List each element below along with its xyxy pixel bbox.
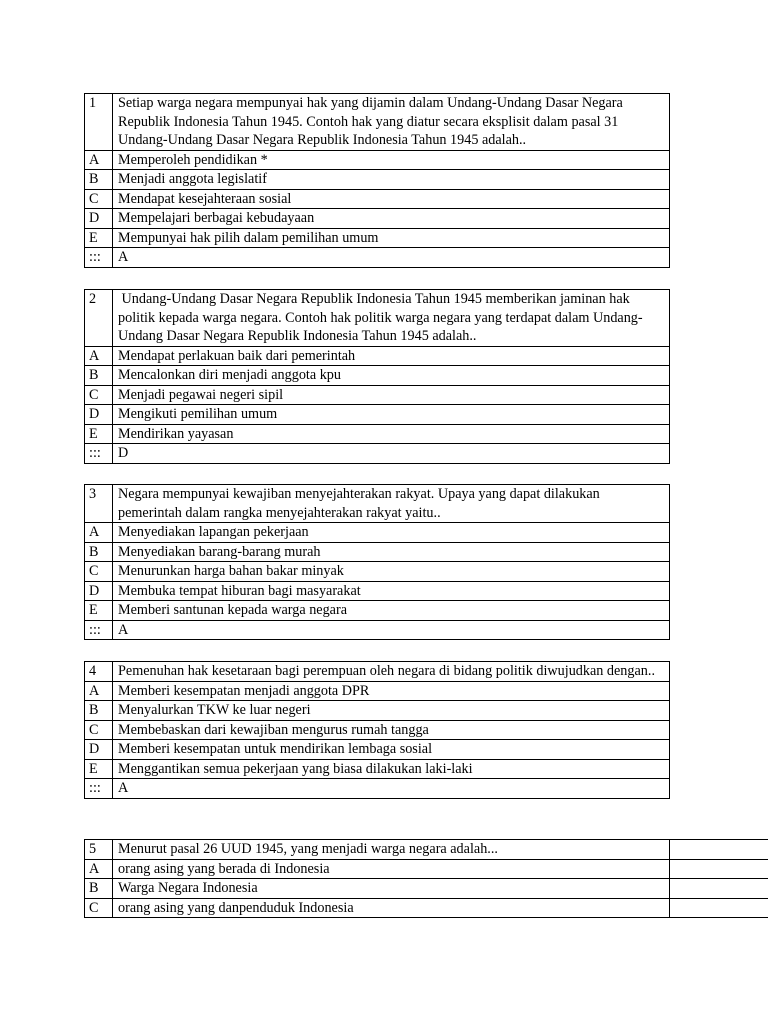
- question-number: 5: [85, 840, 113, 860]
- option-row: [85, 542, 670, 562]
- empty-cell: [670, 879, 768, 899]
- option-text: Memberi santunan kepada warga negara: [113, 601, 670, 621]
- empty-cell: [670, 898, 768, 918]
- option-key: B: [85, 170, 113, 190]
- option-row: [85, 601, 670, 621]
- option-row: [85, 740, 670, 760]
- option-row: [85, 759, 670, 779]
- option-key: D: [85, 740, 113, 760]
- answer-value: A: [113, 779, 670, 799]
- option-text: Warga Negara Indonesia: [113, 879, 670, 899]
- option-text: Memberi kesempatan untuk mendirikan lembaga sosial: [113, 740, 670, 760]
- question-text: Setiap warga negara mempunyai hak yang dijamin dalam Undang-Undang Dasar Negara Republik Indonesia Tahun 1945. Contoh hak yang diatur secara eksplisit dalam pasal 31 Undang-Undang Dasar Negara Republik Indonesia Tahun 1945 adalah..: [113, 94, 670, 151]
- option-row: [85, 170, 670, 190]
- option-text: Mempelajari berbagai kebudayaan: [113, 209, 670, 229]
- option-key: A: [85, 859, 113, 879]
- option-text: Memperoleh pendidikan *: [113, 150, 670, 170]
- option-text: Membebaskan dari kewajiban mengurus rumah tangga: [113, 720, 670, 740]
- option-key: E: [85, 424, 113, 444]
- option-text: orang asing yang danpenduduk Indonesia: [113, 898, 670, 918]
- option-key: E: [85, 759, 113, 779]
- option-row: [85, 366, 670, 386]
- question-number: 2: [85, 290, 113, 347]
- option-row: [85, 424, 670, 444]
- option-key: C: [85, 720, 113, 740]
- answer-key: :::: [85, 248, 113, 268]
- option-row: [85, 209, 670, 229]
- answer-row: [85, 620, 670, 640]
- option-text: Menyediakan barang-barang murah: [113, 542, 670, 562]
- question-row: [85, 290, 670, 347]
- option-text: Menjadi pegawai negeri sipil: [113, 385, 670, 405]
- option-text: Mempunyai hak pilih dalam pemilihan umum: [113, 228, 670, 248]
- option-text: Memberi kesempatan menjadi anggota DPR: [113, 681, 670, 701]
- empty-cell: [670, 859, 768, 879]
- answer-key: :::: [85, 620, 113, 640]
- option-key: B: [85, 879, 113, 899]
- question-text: Menurut pasal 26 UUD 1945, yang menjadi warga negara adalah...: [113, 840, 670, 860]
- option-key: C: [85, 898, 113, 918]
- option-row: [85, 189, 670, 209]
- answer-value: A: [113, 248, 670, 268]
- option-row: [85, 701, 670, 721]
- option-text: Mencalonkan diri menjadi anggota kpu: [113, 366, 670, 386]
- option-text: Mendirikan yayasan: [113, 424, 670, 444]
- question-table-5: [84, 839, 670, 918]
- option-key: A: [85, 523, 113, 543]
- answer-row: [85, 248, 670, 268]
- answer-row: [85, 779, 670, 799]
- option-key: C: [85, 385, 113, 405]
- question-row: [85, 94, 670, 151]
- question-row: [85, 485, 670, 523]
- question-text: Undang-Undang Dasar Negara Republik Indonesia Tahun 1945 memberikan jaminan hak politik kepada warga negara. Contoh hak politik warga negara yang terdapat dalam Undang-Undang Dasar Negara Republik Indonesia Tahun 1945 adalah..: [113, 290, 670, 347]
- question-table-4: [84, 661, 670, 799]
- option-row: [85, 228, 670, 248]
- option-row: [85, 879, 670, 899]
- option-row: [85, 523, 670, 543]
- option-key: D: [85, 209, 113, 229]
- question-table-3: [84, 484, 670, 640]
- option-row: [85, 562, 670, 582]
- option-key: E: [85, 601, 113, 621]
- option-key: A: [85, 681, 113, 701]
- option-row: [85, 898, 670, 918]
- question-row: [85, 662, 670, 682]
- option-row: [85, 405, 670, 425]
- answer-row: [85, 444, 670, 464]
- option-text: orang asing yang berada di Indonesia: [113, 859, 670, 879]
- option-row: [85, 581, 670, 601]
- question-text: Negara mempunyai kewajiban menyejahterakan rakyat. Upaya yang dapat dilakukan pemerintah dalam rangka menyejahterakan rakyat yaitu..: [113, 485, 670, 523]
- option-key: B: [85, 542, 113, 562]
- question-row: [85, 840, 670, 860]
- empty-column-cells: [669, 839, 768, 918]
- option-key: D: [85, 581, 113, 601]
- option-row: [85, 859, 670, 879]
- question-text: Pemenuhan hak kesetaraan bagi perempuan oleh negara di bidang politik diwujudkan dengan..: [113, 662, 670, 682]
- option-text: Menjadi anggota legislatif: [113, 170, 670, 190]
- question-number: 1: [85, 94, 113, 151]
- option-text: Mendapat perlakuan baik dari pemerintah: [113, 346, 670, 366]
- question-number: 4: [85, 662, 113, 682]
- option-key: C: [85, 562, 113, 582]
- option-row: [85, 720, 670, 740]
- option-text: Menyalurkan TKW ke luar negeri: [113, 701, 670, 721]
- answer-value: A: [113, 620, 670, 640]
- answer-key: :::: [85, 444, 113, 464]
- option-row: [85, 681, 670, 701]
- question-table-1: [84, 93, 670, 268]
- option-row: [85, 385, 670, 405]
- option-row: [85, 150, 670, 170]
- option-key: D: [85, 405, 113, 425]
- option-text: Menyediakan lapangan pekerjaan: [113, 523, 670, 543]
- option-text: Menggantikan semua pekerjaan yang biasa dilakukan laki-laki: [113, 759, 670, 779]
- option-row: [85, 346, 670, 366]
- option-key: C: [85, 189, 113, 209]
- question-table-2: [84, 289, 670, 464]
- option-key: A: [85, 346, 113, 366]
- option-text: Mendapat kesejahteraan sosial: [113, 189, 670, 209]
- empty-cell: [670, 840, 768, 860]
- option-text: Mengikuti pemilihan umum: [113, 405, 670, 425]
- answer-value: D: [113, 444, 670, 464]
- option-key: E: [85, 228, 113, 248]
- option-key: A: [85, 150, 113, 170]
- option-key: B: [85, 701, 113, 721]
- question-number: 3: [85, 485, 113, 523]
- option-key: B: [85, 366, 113, 386]
- option-text: Menurunkan harga bahan bakar minyak: [113, 562, 670, 582]
- answer-key: :::: [85, 779, 113, 799]
- option-text: Membuka tempat hiburan bagi masyarakat: [113, 581, 670, 601]
